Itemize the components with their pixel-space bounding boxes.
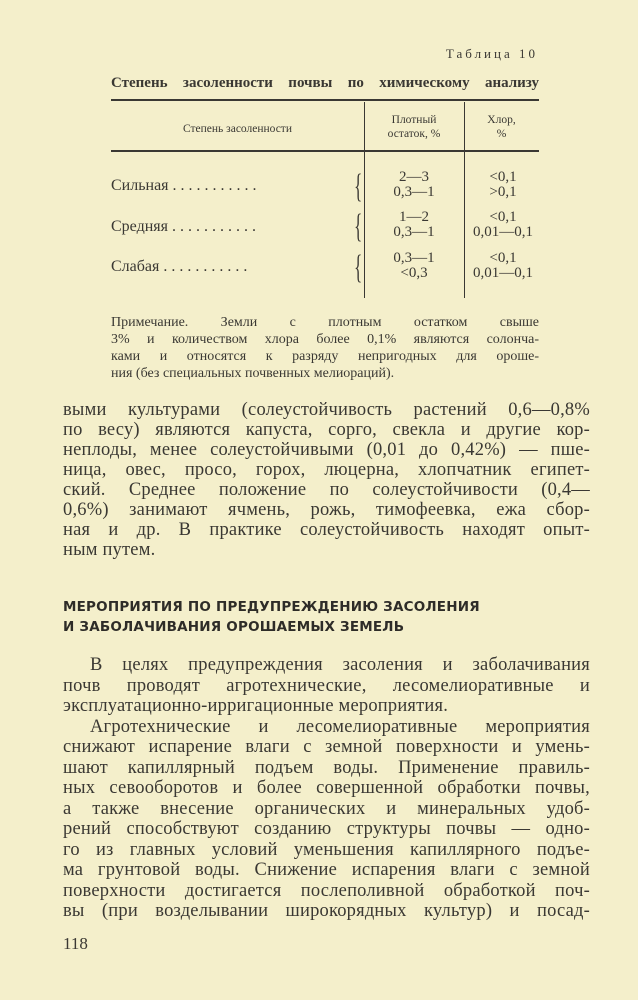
text-line: снижают испарение влаги с земной поверхности и умень- <box>63 737 590 757</box>
table-title: Степень засоленности почвы по химическому анализу <box>111 75 539 91</box>
table-top-rule <box>111 99 539 101</box>
residue-cell: 1—2 0,3—1 <box>393 209 435 240</box>
text-line: эксплуатационно-ирригационные мероприятия. <box>63 696 449 716</box>
residue-cell: 2—3 0,3—1 <box>393 169 435 200</box>
row-label: Средняя . . . . . . . . . . . <box>111 218 256 235</box>
chlorine-cell: <0,1 0,01—0,1 <box>473 250 533 281</box>
text-line: выми культурами (солеустойчивость растений 0,6—0,8% <box>63 400 590 420</box>
chlorine-cell: <0,1 0,01—0,1 <box>473 209 533 240</box>
heading-line: МЕРОПРИЯТИЯ ПО ПРЕДУПРЕЖДЕНИЮ ЗАСОЛЕНИЯ <box>63 599 480 615</box>
text-line: шают капиллярный подъем воды. Применение правиль- <box>63 757 590 778</box>
text-line: ная и др. В практике солеустойчивость находят опыт- <box>63 520 590 540</box>
text-line: В целях предупреждения засоления и заболачивания <box>90 655 590 675</box>
note-line: ния (без специальных почвенных мелиораций). <box>111 366 395 381</box>
text-line: почв проводят агротехнические, лесомелиоративные и <box>63 675 590 696</box>
header-residue-b: остаток, % <box>387 128 441 140</box>
text-line: ных севооборотов и более совершенной обработки почвы, <box>63 778 590 798</box>
heading-line: И ЗАБОЛАЧИВАНИЯ ОРОШАЕМЫХ ЗЕМЕЛЬ <box>63 619 405 635</box>
text-line: ница, овес, просо, горох, люцерна, хлопчатник египет- <box>63 460 590 480</box>
brace-icon: { <box>354 208 363 245</box>
header-degree: Степень засоленности <box>182 123 292 135</box>
text-line: ский. Среднее положение по солеустойчивости (0,4— <box>63 480 590 500</box>
header-chlorine-b: % <box>496 128 507 140</box>
header-residue-a: Плотный <box>391 114 437 126</box>
text-line: поверхности достигается послеполивной обработкой поч- <box>63 880 590 901</box>
page-number: 118 <box>63 934 88 953</box>
text-line: а также внесение органических и минеральных удоб- <box>63 798 590 819</box>
brace-icon: { <box>354 249 363 286</box>
row-label: Слабая . . . . . . . . . . . <box>111 258 248 275</box>
header-residue <box>364 113 464 141</box>
text-line: 0,6%) занимают ячмень, рожь, тимофеевка, ежа сбор- <box>63 500 590 520</box>
text-line: рений способствуют созданию структуры почвы — одно- <box>63 819 590 839</box>
table-header-rule <box>111 150 539 152</box>
note-line: 3% и количеством хлора более 0,1% являются солонча- <box>111 332 539 347</box>
note-line: Примечание. Земли с плотным остатком свыше <box>111 315 539 330</box>
header-chlorine-a: Хлор, <box>487 114 516 126</box>
text-line: вы (при возделывании широкорядных культур) и посад- <box>63 901 590 921</box>
header-chlorine <box>464 113 539 141</box>
brace-icon: { <box>354 168 363 205</box>
text-line: ма грунтовой воды. Снижение испарения влаги с земной <box>63 860 590 880</box>
text-line: ным путем. <box>63 540 156 560</box>
text-line: неплоды, менее солеустойчивыми (0,01 до 0,42%) — пше- <box>63 440 590 460</box>
text-line: го из главных условий уменьшения капиллярного подъе- <box>63 839 590 860</box>
text-line: Агротехнические и лесомелиоративные мероприятия <box>90 716 590 737</box>
row-label: Сильная . . . . . . . . . . . <box>111 177 257 194</box>
text-line: по весу) являются капуста, сорго, свекла и другие кор- <box>63 420 590 440</box>
table-caption: Таблица 10 <box>445 46 538 61</box>
chlorine-cell: <0,1 >0,1 <box>489 169 517 200</box>
residue-cell: 0,3—1 <0,3 <box>393 250 435 281</box>
note-line: ками и относятся к разряду непригодных для ороше- <box>111 349 539 364</box>
